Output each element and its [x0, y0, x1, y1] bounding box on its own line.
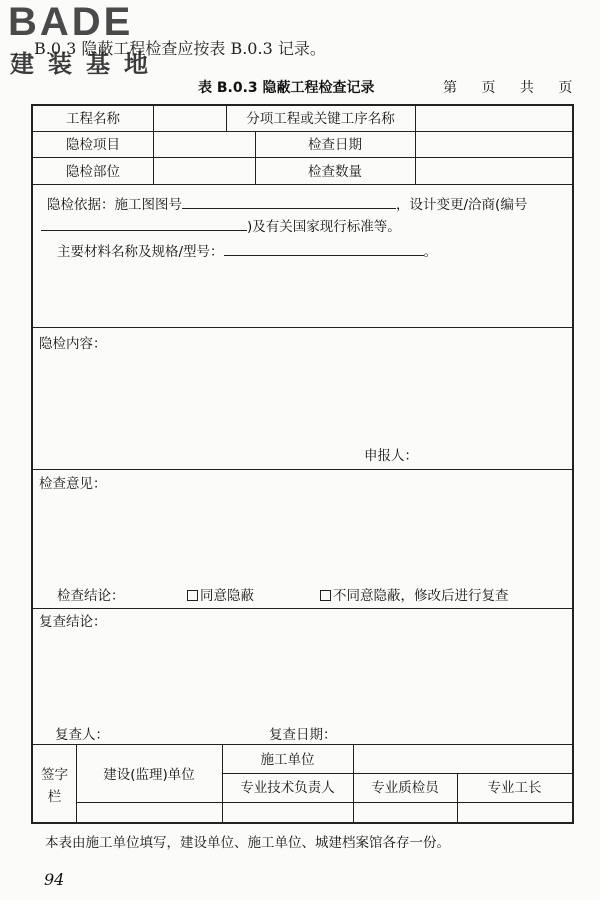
- watermark-logo: BADE: [8, 0, 134, 44]
- inspection-date-label: 检查日期: [308, 137, 362, 153]
- recheck-date-label: 复查日期：: [269, 727, 337, 743]
- quality-inspector-label: 专业质检员: [371, 780, 439, 796]
- reporter-label: 申报人：: [364, 448, 418, 464]
- watermark-subtitle: 建装基地: [10, 50, 162, 78]
- content-label: 隐检内容：: [39, 336, 107, 352]
- inspection-quantity-label: 检查数量: [308, 164, 362, 180]
- agree-option[interactable]: [187, 587, 254, 605]
- table-title: 表 B.0.3 隐蔽工程检查记录: [198, 80, 375, 96]
- contractor-unit-label: 施工单位: [260, 752, 315, 768]
- subitem-name-label: 分项工程或关键工序名称: [246, 111, 395, 127]
- disagree-checkbox[interactable]: [320, 590, 331, 601]
- footnote: 本表由施工单位填写，建设单位、施工单位、城建档案馆各存一份。: [45, 835, 450, 851]
- signature-side-label-1: 签字: [41, 767, 68, 783]
- materials-line: [57, 241, 437, 261]
- clause-heading: B.0.3 隐蔽工程检查应按表 B.0.3 记录。: [34, 39, 326, 58]
- materials-blank: [224, 241, 424, 256]
- drawing-number-blank: [182, 194, 396, 209]
- materials-end: 。: [423, 244, 438, 260]
- inspection-item-label: 隐检项目: [66, 137, 120, 153]
- page-number: 94: [44, 870, 65, 889]
- basis-line2-suffix: )及有关国家现行标准等。: [247, 219, 401, 235]
- basis-line-1: [47, 194, 527, 214]
- project-name-label: 工程名称: [66, 111, 120, 127]
- conclusion-label: 检查结论：: [57, 588, 125, 604]
- materials-label: 主要材料名称及规格/型号：: [57, 244, 224, 260]
- basis-prefix: 隐检依据：施工图图号: [47, 197, 182, 213]
- owner-unit-label: 建设(监理)单位: [103, 767, 195, 783]
- foreman-label: 专业工长: [487, 780, 542, 796]
- inspection-form: [31, 104, 574, 824]
- basis-suffix: ，设计变更/洽商(编号: [396, 197, 528, 213]
- opinion-label: 检查意见：: [39, 476, 107, 492]
- tech-lead-label: 专业技术负责人: [240, 780, 335, 796]
- page-marks: 第 页 共 页: [443, 80, 583, 96]
- basis-line-2: [41, 216, 401, 236]
- inspection-location-label: 隐检部位: [66, 164, 120, 180]
- agree-checkbox[interactable]: [187, 590, 198, 601]
- disagree-text: 不同意隐蔽，修改后进行复查: [333, 588, 509, 604]
- agree-text: 同意隐蔽: [200, 588, 254, 604]
- rechecker-label: 复查人：: [55, 727, 109, 743]
- disagree-option[interactable]: [320, 587, 509, 605]
- signature-side-label-2: 栏: [47, 789, 62, 805]
- recheck-label: 复查结论：: [39, 614, 107, 630]
- change-number-blank: [41, 216, 247, 231]
